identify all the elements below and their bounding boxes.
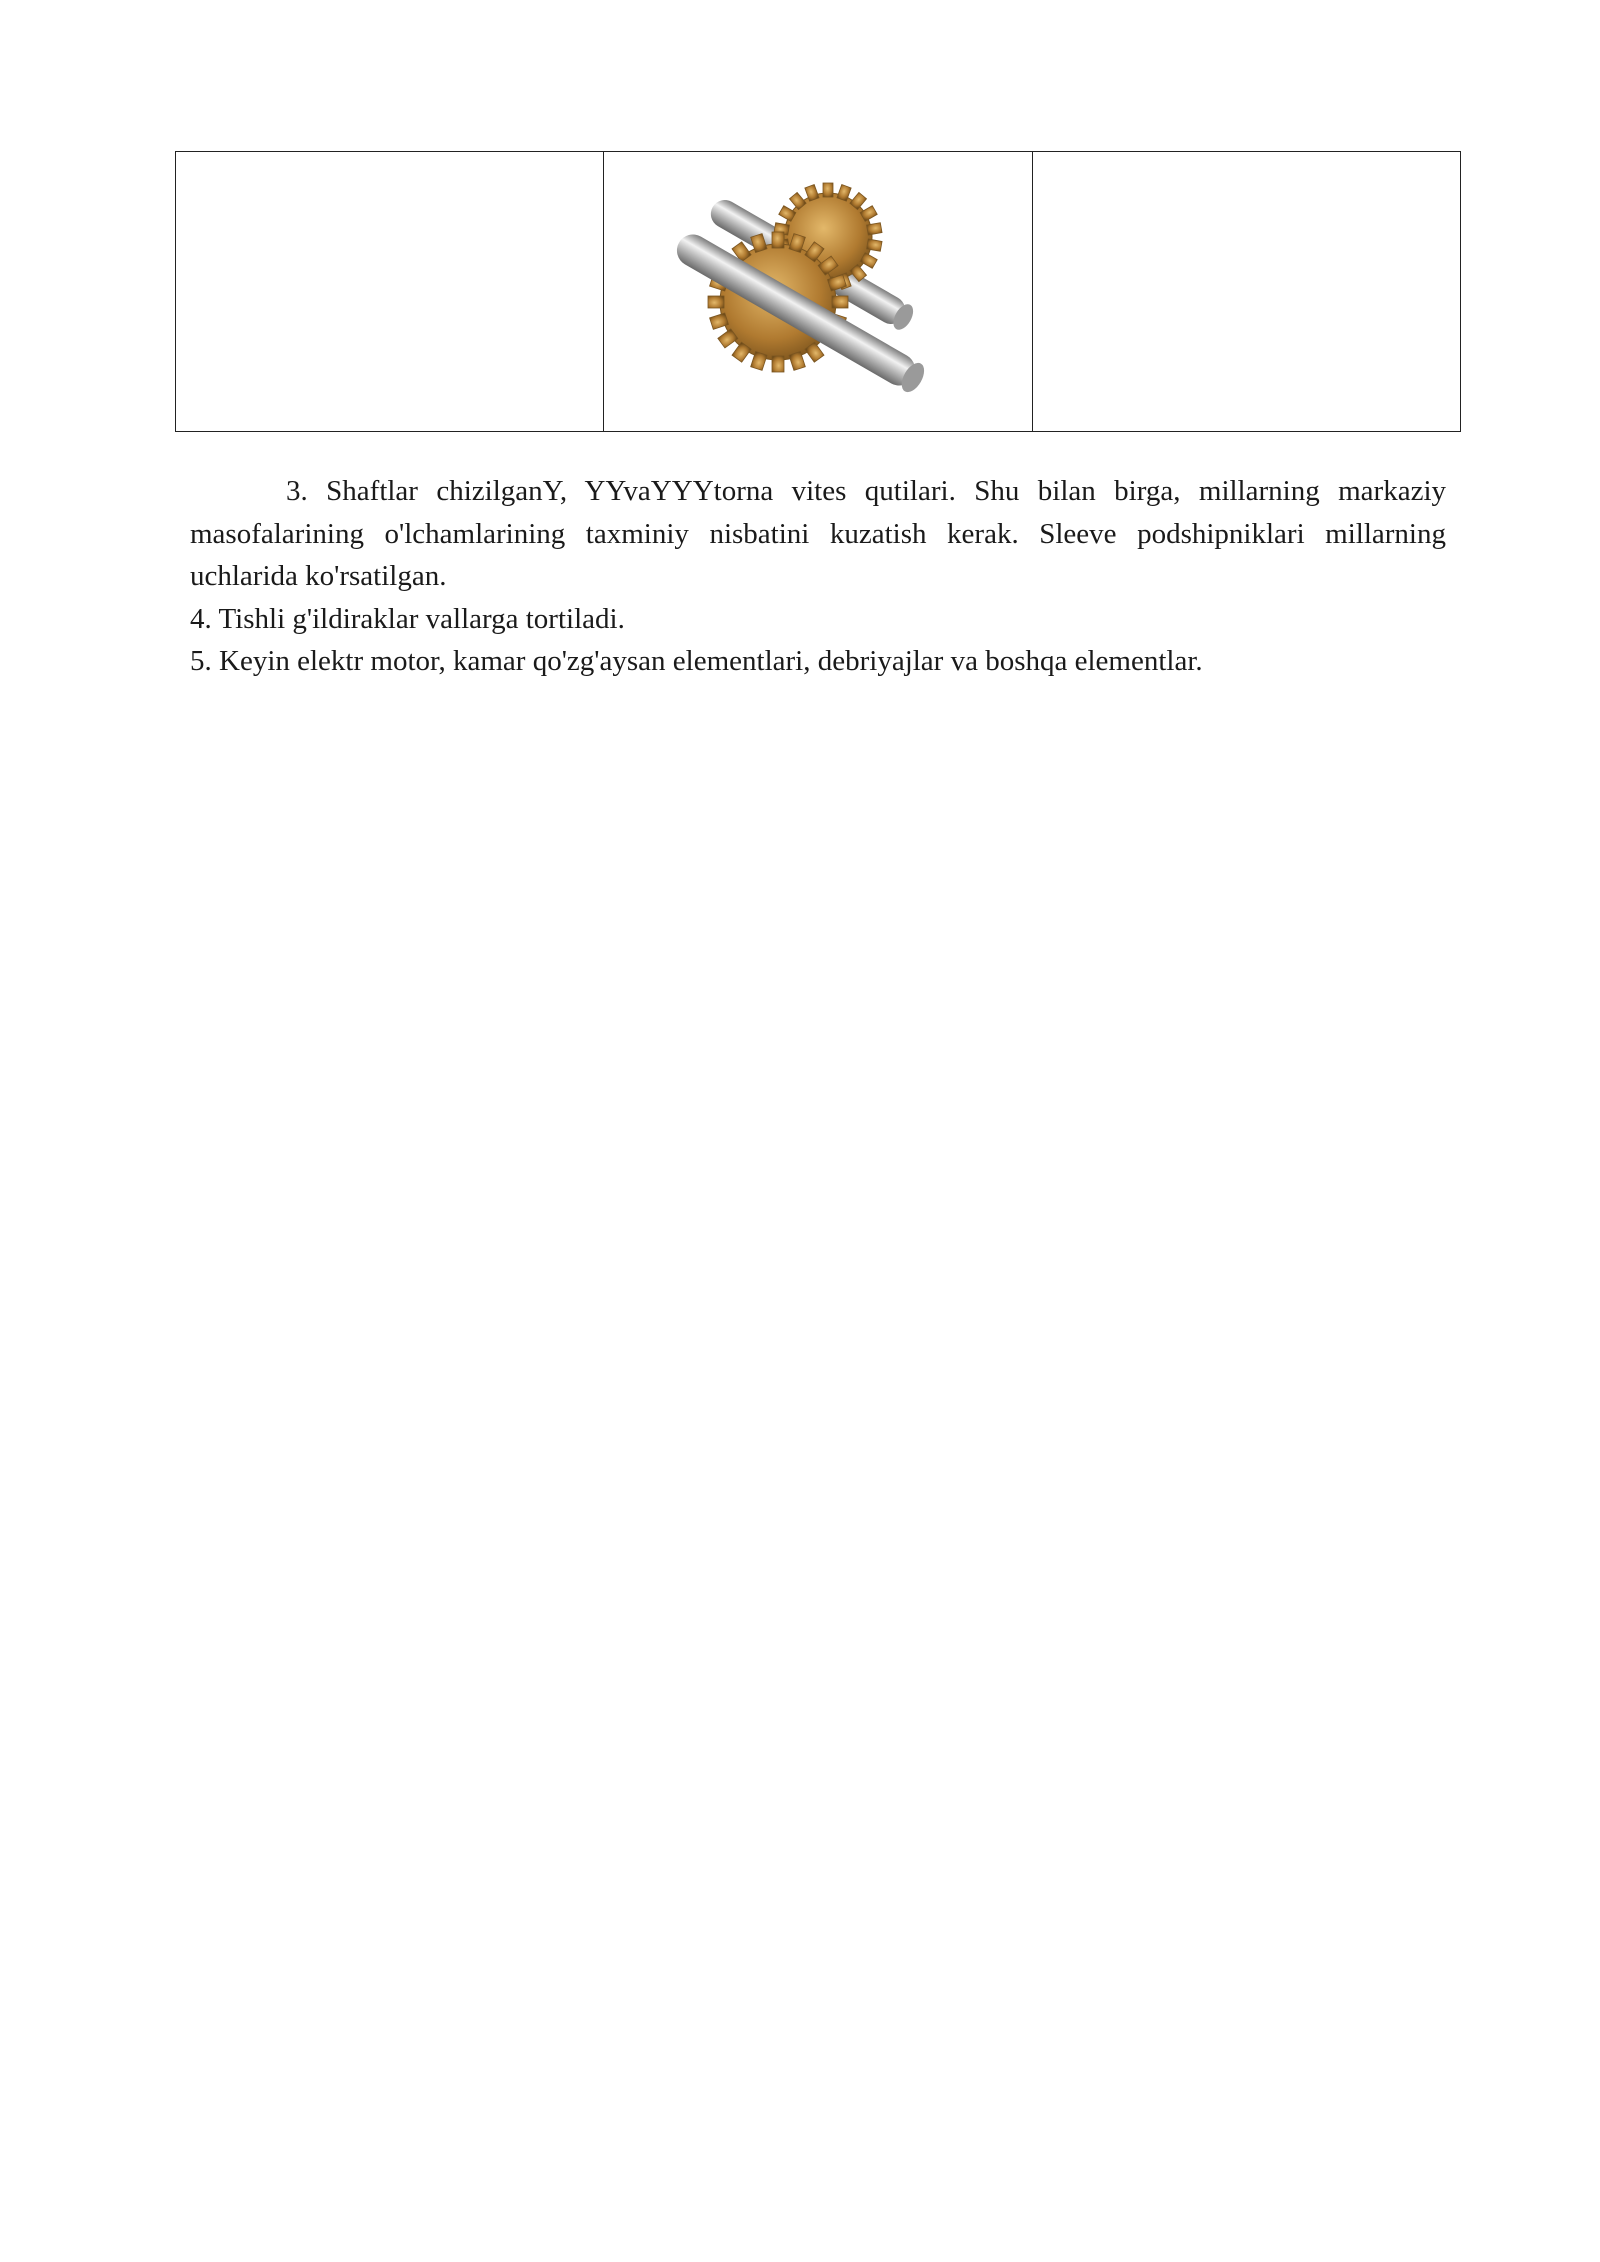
figure-table-row xyxy=(176,152,1461,432)
figure-cell-left xyxy=(176,152,604,432)
paragraph-5: 5. Keyin elektr motor, kamar qo'zg'aysan elementlari, debriyajlar va boshqa elementlar. xyxy=(190,645,1203,677)
body-text xyxy=(190,470,1446,683)
figure-table xyxy=(175,151,1461,432)
figure-cell-right xyxy=(1032,152,1460,432)
figure-cell-center xyxy=(604,152,1032,432)
shafts-gears-icon xyxy=(668,162,968,422)
paragraph-3: 3. Shaftlar chizilganY, YYvaYYYtorna vites qutilari. Shu bilan birga, millarning markaziy masofalarining o'lchamlarining taxminiy nisbatini kuzatish kerak. Sleeve podshipniklari millarning uchlarida ko'rsatilgan. xyxy=(190,475,1446,592)
paragraph-4: 4. Tishli g'ildiraklar vallarga tortiladi. xyxy=(190,602,625,635)
